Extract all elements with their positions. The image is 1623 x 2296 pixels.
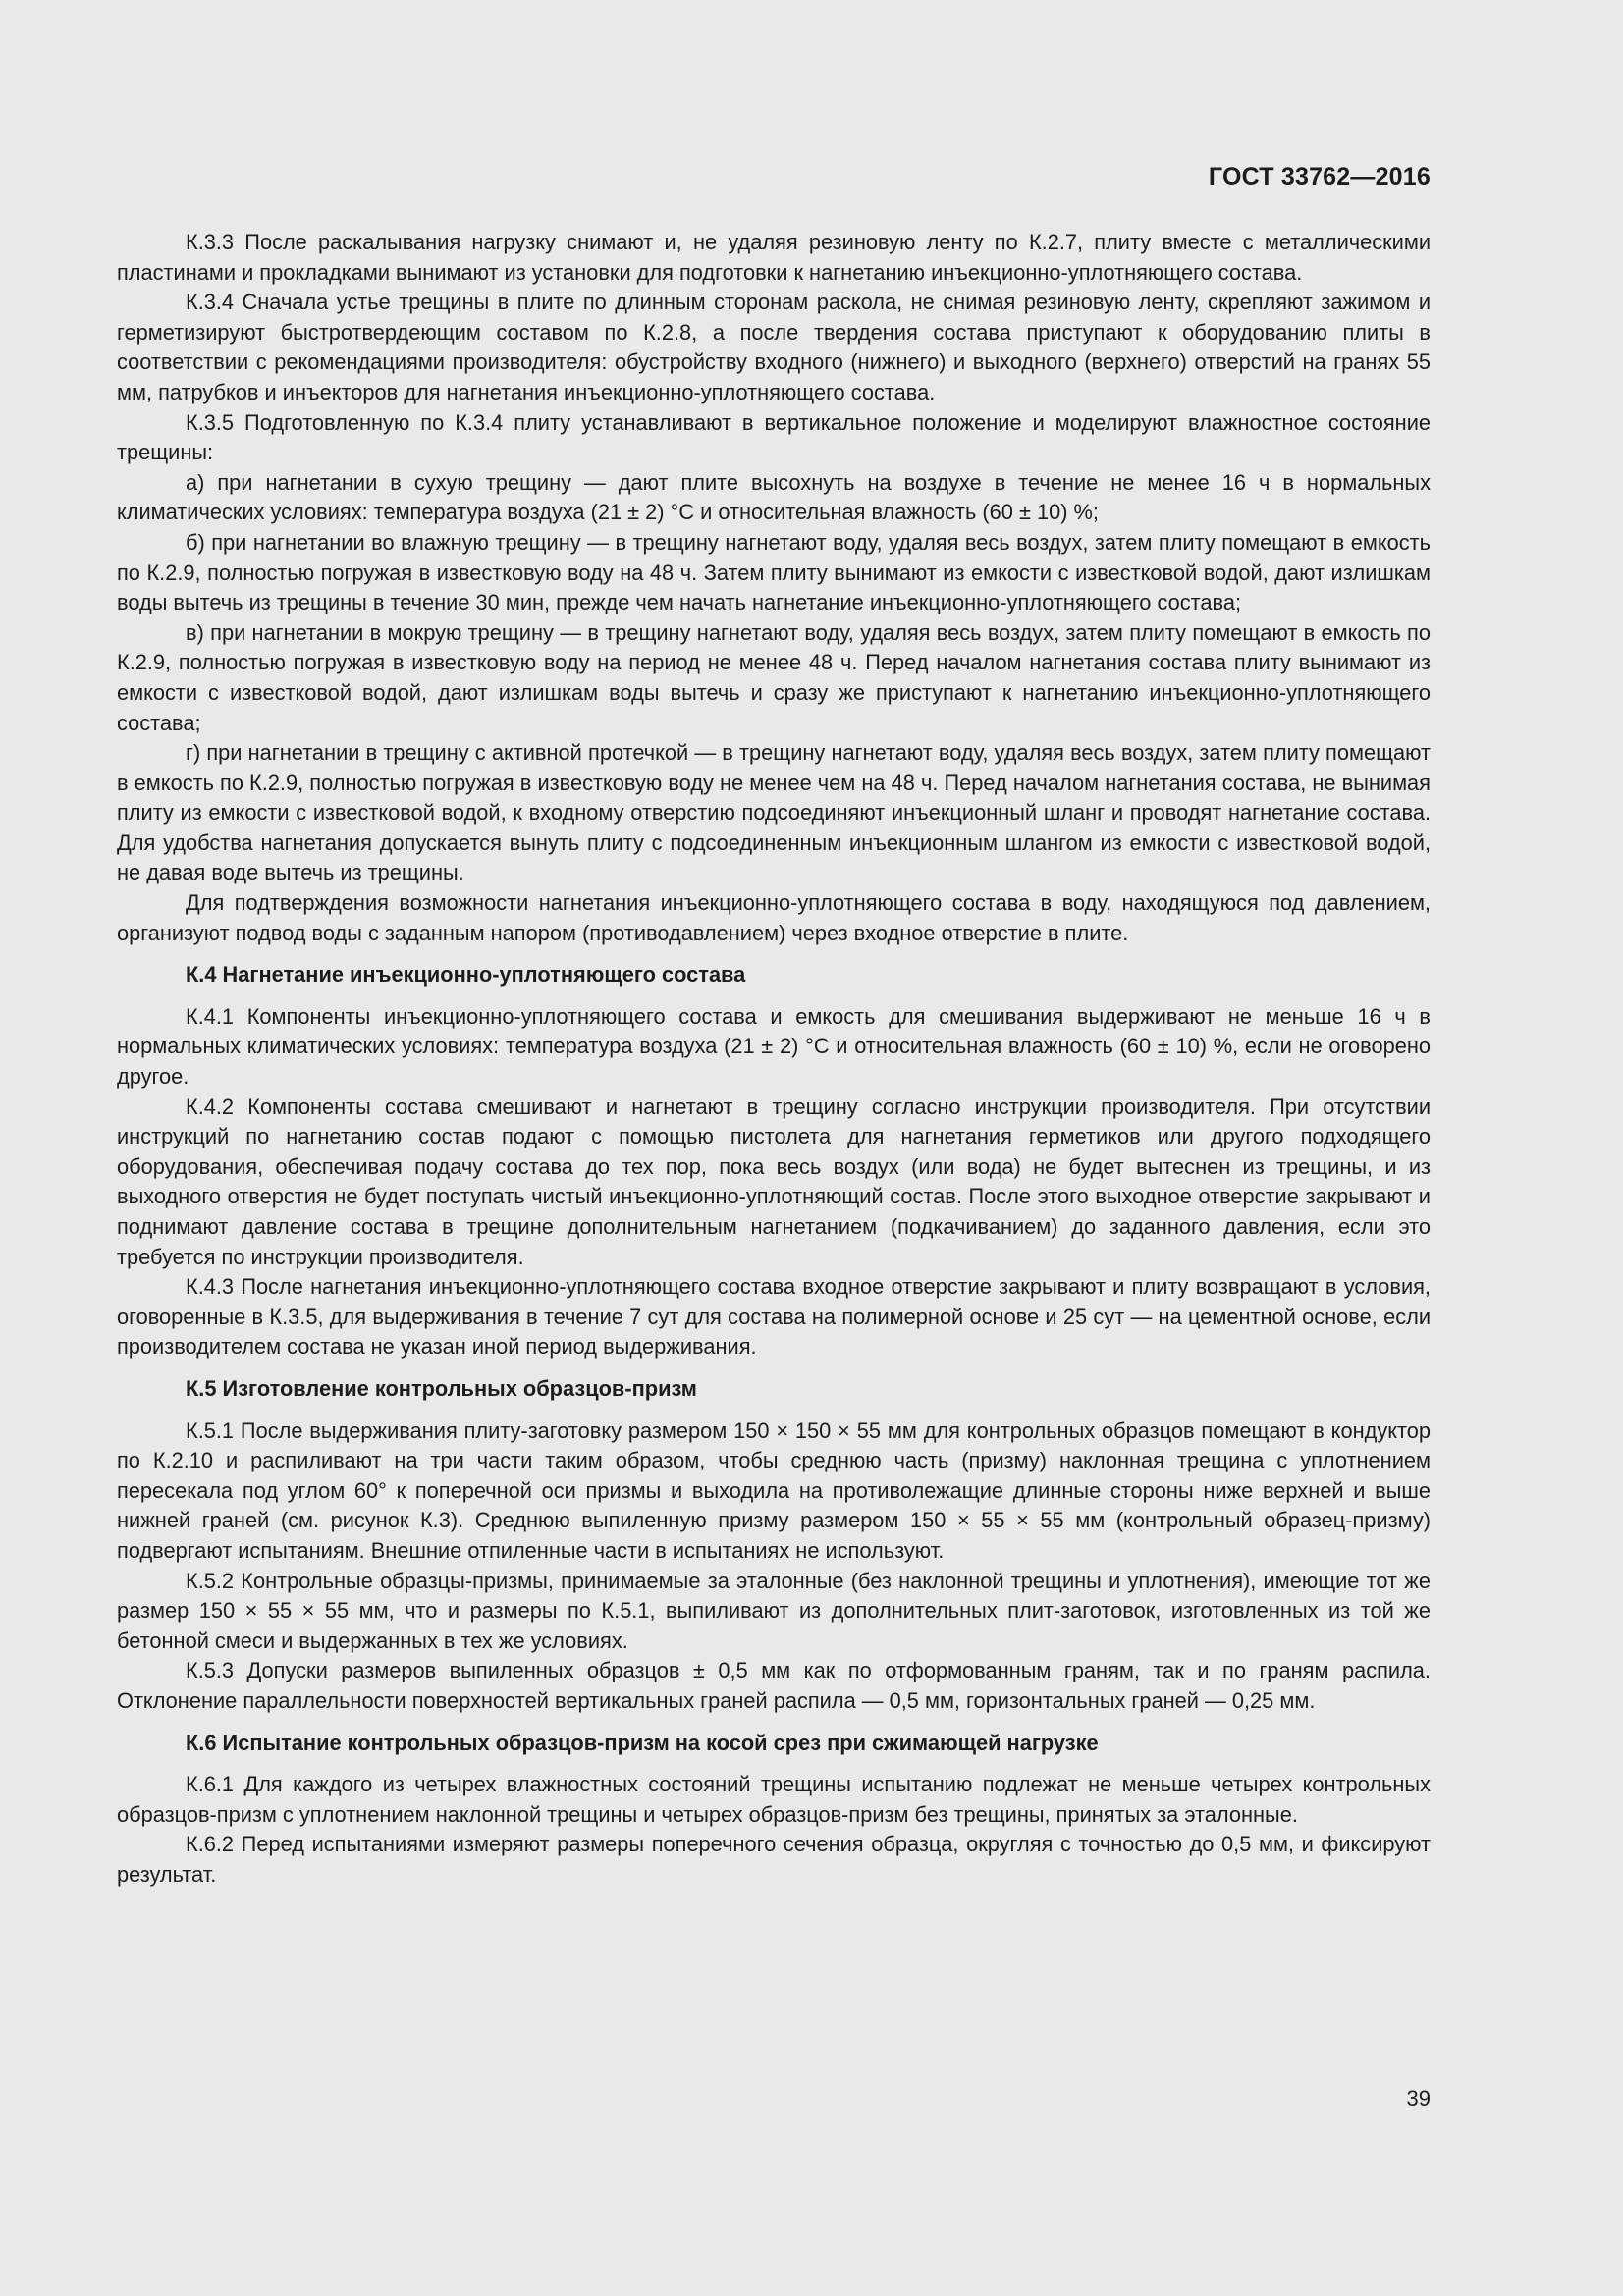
paragraph-k5-2: К.5.2 Контрольные образцы-призмы, принимаемые за эталонные (без наклонной трещины и уплотнения), имеющие тот же размер 150 × 55 × 55 мм, что и размеры по К.5.1, выпиливают из дополнительных плит-заготовок, изготовленных из той же бетонной смеси и выдержанных в тех же условиях. [117, 1568, 1431, 1653]
paragraph-k4-3: К.4.3 После нагнетания инъекционно-уплотняющего состава входное отверстие закрывают и плиту возвращают в условия, оговоренные в К.3.5, для выдерживания в течение 7 сут для состава на полимерной основе и 25 сут — на цементной основе, если производителем состава не указан иной период выдерживания. [117, 1274, 1431, 1360]
paragraph-k6-1: К.6.1 Для каждого из четырех влажностных состояний трещины испытанию подлежат не меньше четырех контрольных образцов-призм с уплотнением наклонной трещины и четырех образцов-призм без трещины, принятых за эталонные. [117, 1772, 1431, 1827]
list-item-k3-5-a: а) при нагнетании в сухую трещину — дают плите высохнуть на воздухе в течение не менее 16 ч в нормальных климатических условиях: температура воздуха (21 ± 2) °С и относительная влажность (60 ± 10) %; [117, 469, 1431, 525]
page-number: 39 [1406, 2086, 1431, 2110]
paragraph-k4-2: К.4.2 Компоненты состава смешивают и нагнетают в трещину согласно инструкции производителя. При отсутствии инструкций по нагнетанию состав подают с помощью пистолета для нагнетания герметиков или другого подходящего оборудования, обеспечивая подачу состава до тех пор, пока весь воздух (или вода) не будет вытеснен из трещины, и из выходного отверстия не будет поступать чистый инъекционно-уплотняющий состав. После этого выходное отверстие закрывают и поднимают давление состава в трещине дополнительным нагнетанием (подкачиванием) до заданного давления, если это требуется по инструкции производителя. [117, 1094, 1431, 1269]
paragraph-k5-1: К.5.1 После выдерживания плиту-заготовку размером 150 × 150 × 55 мм для контрольных образцов помещают в кондуктор по К.2.10 и распиливают на три части таким образом, чтобы среднюю часть (призму) наклонная трещина с уплотнением пересекала под углом 60° к поперечной оси призмы и выходила на противолежащие длинные стороны ниже верхней и выше нижней граней (см. рисунок К.3). Среднюю выпиленную призму размером 150 × 55 × 55 мм (контрольный образец-призму) подвергают испытаниям. Внешние отпиленные части в испытаниях не используют. [117, 1417, 1431, 1563]
paragraph-k5-3: К.5.3 Допуски размеров выпиленных образцов ± 0,5 мм как по отформованным граням, так и по граням распила. Отклонение параллельности поверхностей вертикальных граней распила — 0,5 мм, горизонтальных граней — 0,25 мм. [117, 1658, 1431, 1713]
list-item-k3-5-v: в) при нагнетании в мокрую трещину — в трещину нагнетают воду, удаляя весь воздух, затем плиту помещают в емкость по К.2.9, полностью погружая в известковую воду на период не менее 48 ч. Перед началом нагнетания состава плиту вынимают из емкости с известковой водой, дают излишкам воды вытечь и сразу же приступают к нагнетанию инъекционно-уплотняющего состава; [117, 619, 1431, 735]
paragraph-k3-5-note: Для подтверждения возможности нагнетания инъекционно-уплотняющего состава в воду, находящуюся под давлением, организуют подвод воды с заданным напором (противодавлением) через входное отверстие в плите. [117, 890, 1431, 945]
paragraph-k6-2: К.6.2 Перед испытаниями измеряют размеры поперечного сечения образца, округляя с точностью до 0,5 мм, и фиксируют результат. [117, 1832, 1431, 1887]
section-heading-k6: К.6 Испытание контрольных образцов-призм на косой срез при сжимающей нагрузке [186, 1730, 1099, 1755]
document-body [117, 228, 1431, 1890]
list-item-k3-5-g: г) при нагнетании в трещину с активной протечкой — в трещину нагнетают воду, удаляя весь воздух, затем плиту помещают в емкость по К.2.9, полностью погружая в известковую воду не менее чем на 48 ч. Перед началом нагнетания состава, не вынимая плиту из емкости с известковой водой, к входному отверстию подсоединяют инъекционный шланг и проводят нагнетание состава. Для удобства нагнетания допускается вынуть плиту с подсоединенным инъекционным шлангом из емкости с известковой водой, не давая воде вытечь из трещины. [117, 740, 1431, 885]
section-heading-k4: К.4 Нагнетание инъекционно-уплотняющего состава [186, 962, 746, 988]
section-heading-k5: К.5 Изготовление контрольных образцов-призм [186, 1375, 697, 1401]
paragraph-k4-1: К.4.1 Компоненты инъекционно-уплотняющего состава и емкость для смешивания выдерживают не меньше 16 ч в нормальных климатических условиях: температура воздуха (21 ± 2) °С и относительная влажность (60 ± 10) %, если не оговорено другое. [117, 1003, 1431, 1090]
paragraph-k3-5: К.3.5 Подготовленную по К.3.4 плиту устанавливают в вертикальное положение и моделируют влажностное состояние трещины: [117, 409, 1431, 465]
paragraph-k3-4: К.3.4 Сначала устье трещины в плите по длинным сторонам раскола, не снимая резиновую ленту, скрепляют зажимом и герметизируют быстротвердеющим составом по К.2.8, а после твердения состава приступают к оборудованию плиты в соответствии с рекомендациями производителя: обустройству входного (нижнего) и выходного (верхнего) отверстий на гранях 55 мм, патрубков и инъекторов для нагнетания инъекционно-уплотняющего состава. [117, 290, 1431, 404]
list-item-k3-5-b: б) при нагнетании во влажную трещину — в трещину нагнетают воду, удаляя весь воздух, затем плиту помещают в емкость по К.2.9, полностью погружая в известковую воду на 48 ч. Затем плиту вынимают из емкости с известковой водой, дают излишкам воды вытечь из трещины в течение 30 мин, прежде чем начать нагнетание инъекционно-уплотняющего состава; [117, 529, 1431, 615]
paragraph-k3-3: К.3.3 После раскалывания нагрузку снимают и, не удаляя резиновую ленту по К.2.7, плиту вместе с металлическими пластинами и прокладками вынимают из установки для подготовки к нагнетанию инъекционно-уплотняющего состава. [117, 230, 1431, 285]
document-designation: ГОСТ 33762—2016 [1208, 163, 1431, 190]
